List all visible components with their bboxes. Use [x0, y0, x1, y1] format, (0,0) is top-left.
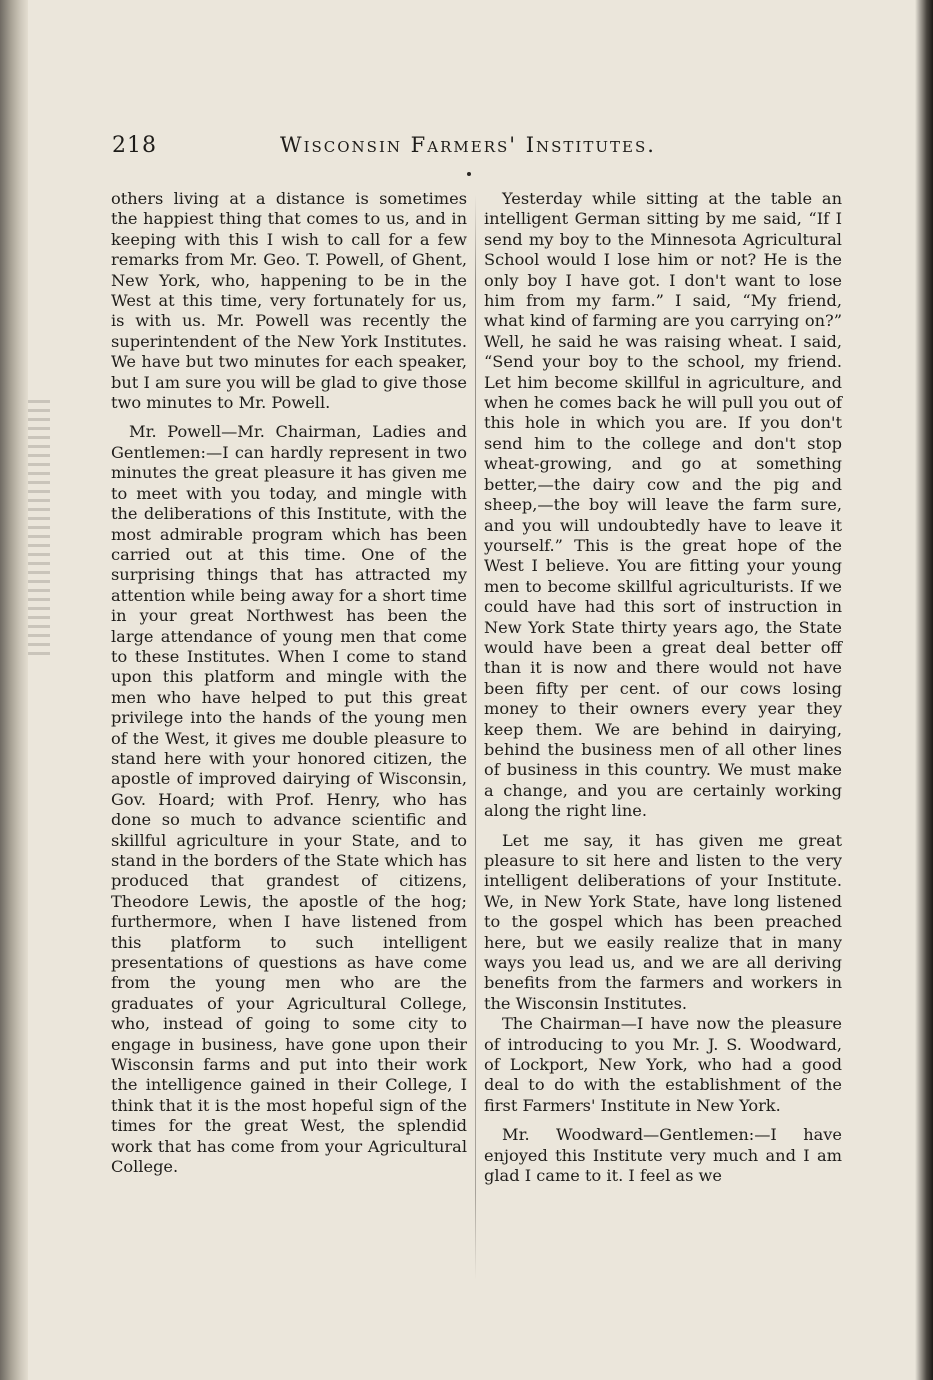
page-edge-shadow	[915, 0, 933, 1380]
page-number: 218	[112, 133, 157, 158]
column-divider	[475, 195, 476, 1280]
book-binding-edge	[0, 0, 28, 1380]
print-dot	[467, 172, 471, 176]
left-column	[111, 189, 467, 1178]
paragraph: The Chairman—I have now the pleasure of introducing to you Mr. J. S. Woodward, of Lockport, New York, who had a good deal to do with the establishment of the first Farmers' Institute in New York.	[484, 1014, 842, 1115]
paragraph: Let me say, it has given me great pleasure to sit here and listen to the very intelligent deliberations of your Institute. We, in New York State, have long listened to the gospel which has been preached here, but we easily realize that in many ways you lead us, and we are all deriving benefits from the farmers and workers in the Wisconsin Institutes.	[484, 830, 842, 1013]
paragraph: others living at a distance is sometimes the happiest thing that comes to us, and in keeping with this I wish to call for a few remarks from Mr. Geo. T. Powell, of Ghent, New York, who, happening to be in the West at this time, very fortunately for us, is with us. Mr. Powell was recently the superintendent of the New York Institutes. We have but two minutes for each speaker, but I am sure you will be glad to give those two minutes to Mr. Powell.	[111, 189, 467, 413]
paragraph: Mr. Powell—Mr. Chairman, Ladies and Gentlemen:—I can hardly represent in two minutes the great pleasure it has given me to meet with you today, and mingle with the deliberations of this Institute, with the most admirable program which has been carried out at this time. One of the surprising things that has attracted my attention while being away for a short time in your great Northwest has been the large attendance of young men that come to these Institutes. When I come to stand upon this platform and mingle with the men who have helped to put this great privilege into the hands of the young men of the West, it gives me double pleasure to stand here with your honored citizen, the apostle of improved dairying of Wisconsin, Gov. Hoard; with Prof. Henry, who has done so much to advance scientific and skillful agriculture in your State, and to stand in the borders of the State which has produced that grandest of citizens, Theodore Lewis, the apostle of the hog; furthermore, when I have listened from this platform to such intelligent presentations of questions as have come from the young men who are the graduates of your Agricultural College, who, instead of going to some city to engage in business, have gone upon their Wisconsin farms and put into their work the intelligence gained in their College, I think that it is the most hopeful sign of the times for the great West, the splendid work that has come from your Agricultural College.	[111, 422, 467, 1177]
show-through-marks	[28, 400, 50, 660]
running-title: Wisconsin Farmers' Institutes.	[280, 133, 656, 157]
page-header	[112, 133, 872, 165]
right-column	[484, 189, 842, 1187]
paragraph: Mr. Woodward—Gentlemen:—I have enjoyed this Institute very much and I am glad I came to it. I feel as we	[484, 1125, 842, 1186]
paragraph: Yesterday while sitting at the table an intelligent German sitting by me said, “If I send my boy to the Minnesota Agricultural School would I lose him or not? He is the only boy I have got. I don't want to lose him from my farm.” I said, “My friend, what kind of farming are you carrying on?” Well, he said he was raising wheat. I said, “Send your boy to the school, my friend. Let him become skillful in agriculture, and when he comes back he will pull you out of this hole in which you are. If you don't send him to the college and don't stop wheat-growing, and go at something better,—the dairy cow and the pig and sheep,—the boy will leave the farm sure, and you will undoubtedly have to leave it yourself.” This is the great hope of the West I believe. You are fitting your young men to become skillful agriculturists. If we could have had this sort of instruction in New York State thirty years ago, the State would have been a great deal better off than it is now and there would not have been fifty per cent. of our cows losing money to their owners every year they keep them. We are behind in dairying, behind the business men of all other lines of business in this country. We must make a change, and you are certainly working along the right line.	[484, 189, 842, 821]
